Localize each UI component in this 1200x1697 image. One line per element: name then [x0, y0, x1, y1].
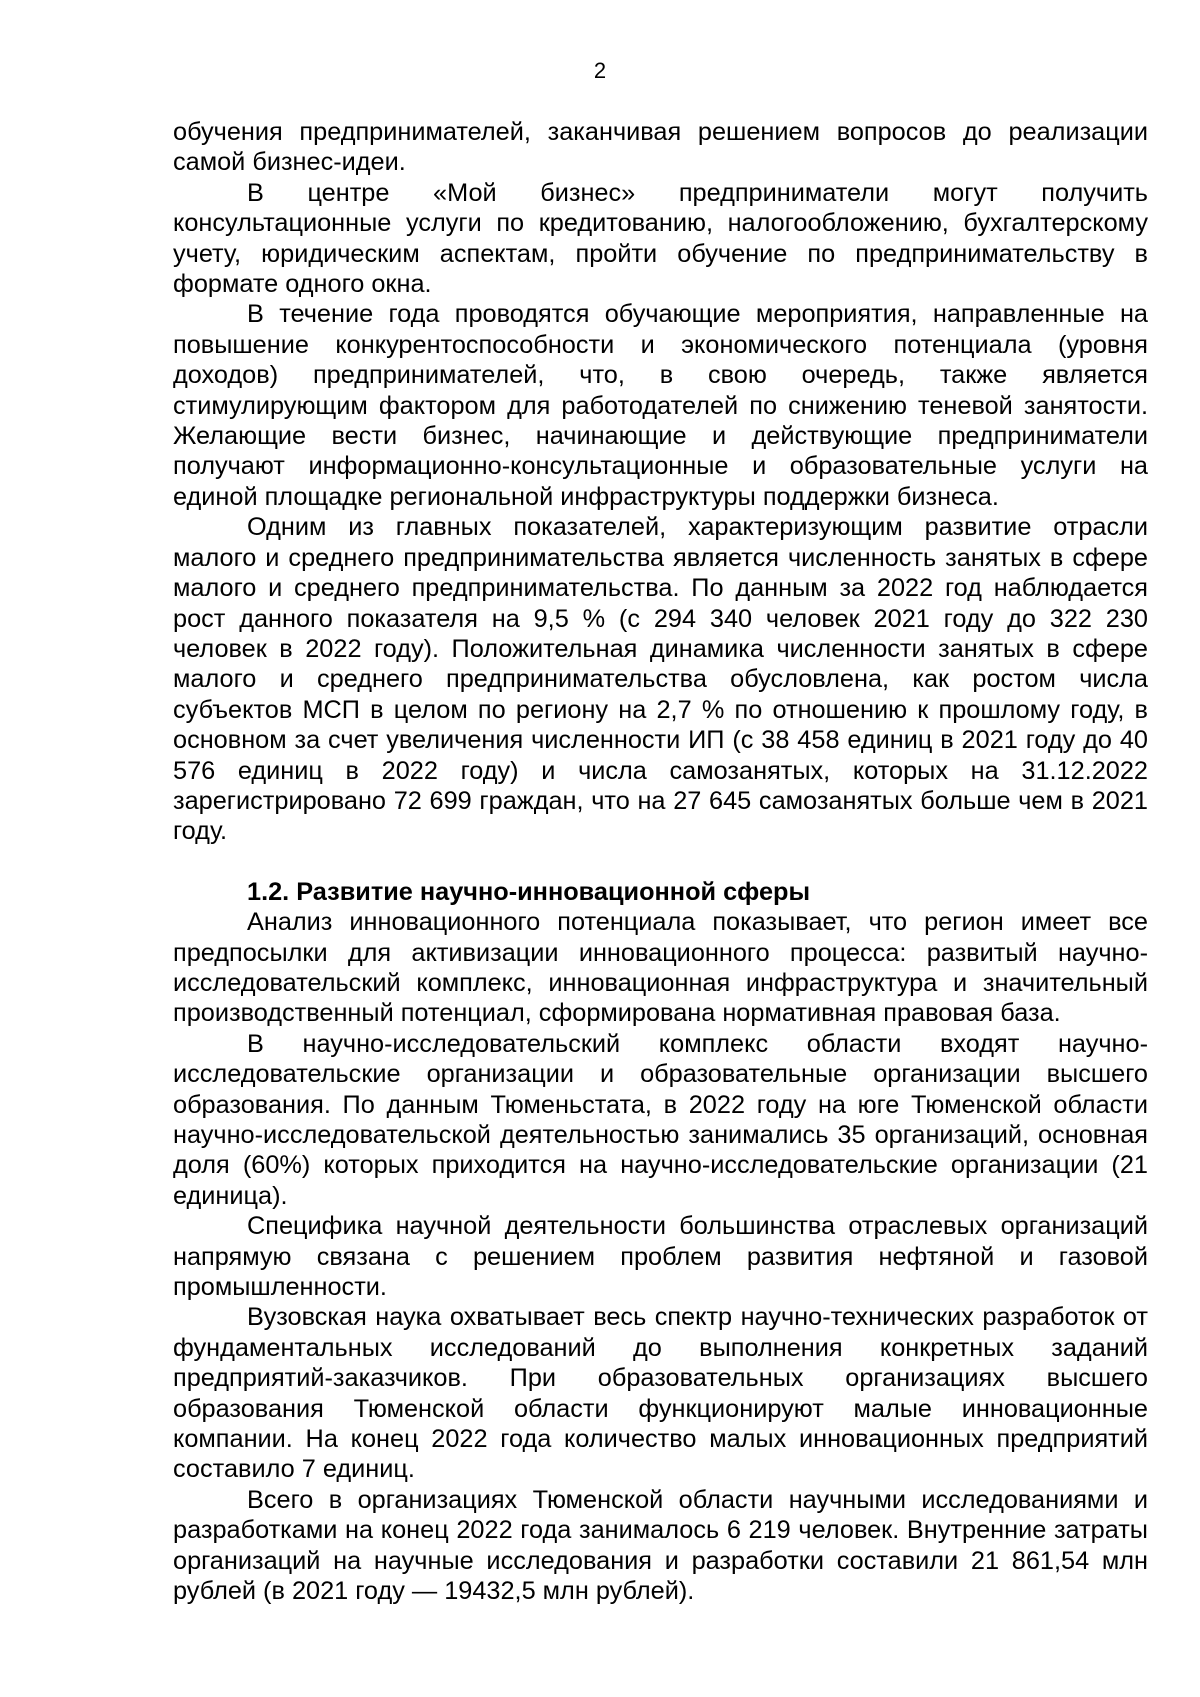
paragraph-research-complex: В научно-исследовательский комплекс области входят научно-исследовательские организации и образовательные организации высшего образования. По данным Тюменьстата, в 2022 году на юге Тюменской области научно-исследовательской деятельностью занимались 35 организаций, основная доля (60%) которых приходится на научно-исследовательские организации (21 единица). [173, 1029, 1148, 1210]
paragraph-continuation: обучения предпринимателей, заканчивая решением вопросов до реализации самой бизнес-идеи. [173, 118, 1148, 177]
paragraph-moy-biznes-center: В центре «Мой бизнес» предприниматели могут получить консультационные услуги по кредитованию, налогообложению, бухгалтерскому учету, юридическим аспектам, пройти обучение по предпринимательству в формате одного окна. [173, 178, 1148, 299]
page-number: 2 [593, 58, 607, 83]
document-body [173, 117, 1148, 1607]
paragraph-employment-indicator: Одним из главных показателей, характеризующим развитие отрасли малого и среднего предпринимательства является численность занятых в сфере малого и среднего предпринимательства. По данным за 2022 год наблюдается рост данного показателя на 9,5 % (с 294 340 человек 2021 году до 322 230 человек в 2022 году). Положительная динамика численности занятых в сфере малого и среднего предпринимательства обусловлена, как ростом числа субъектов МСП в целом по региону на 2,7 % по отношению к прошлому году, в основном за счет увеличения численности ИП (с 38 458 единиц в 2021 году до 40 576 единиц в 2022 году) и числа самозанятых, которых на 31.12.2022 зарегистрировано 72 699 граждан, что на 27 645 самозанятых больше чем в 2021 году. [173, 513, 1148, 846]
section-heading: 1.2. Развитие научно-инновационной сферы [247, 877, 811, 906]
paragraph-industry-specifics: Специфика научной деятельности большинства отраслевых организаций напрямую связана с решением проблем развития нефтяной и газовой промышленности. [173, 1212, 1148, 1302]
paragraph-research-staff-costs: Всего в организациях Тюменской области научными исследованиями и разработками на конец 2022 года занималось 6 219 человек. Внутренние затраты организаций на научные исследования и разработки составили 21 861,54 млн рублей (в 2021 году — 19432,5 млн рублей). [173, 1485, 1148, 1606]
paragraph-training-events: В течение года проводятся обучающие мероприятия, направленные на повышение конкурентоспособности и экономического потенциала (уровня доходов) предпринимателей, что, в свою очередь, также является стимулирующим фактором для работодателей по снижению теневой занятости. Желающие вести бизнес, начинающие и действующие предприниматели получают информационно-консультационные и образовательные услуги на единой площадке региональной инфраструктуры поддержки бизнеса. [173, 300, 1148, 511]
paragraph-university-science: Вузовская наука охватывает весь спектр научно-технических разработок от фундаментальных исследований до выполнения конкретных заданий предприятий-заказчиков. При образовательных организациях высшего образования Тюменской области функционируют малые инновационные компании. На конец 2022 года количество малых инновационных предприятий составило 7 единиц. [173, 1303, 1148, 1484]
paragraph-innovation-potential: Анализ инновационного потенциала показывает, что регион имеет все предпосылки для активизации инновационного процесса: развитый научно-исследовательский комплекс, инновационная инфраструктура и значительный производственный потенциал, сформирована нормативная правовая база. [173, 908, 1148, 1028]
